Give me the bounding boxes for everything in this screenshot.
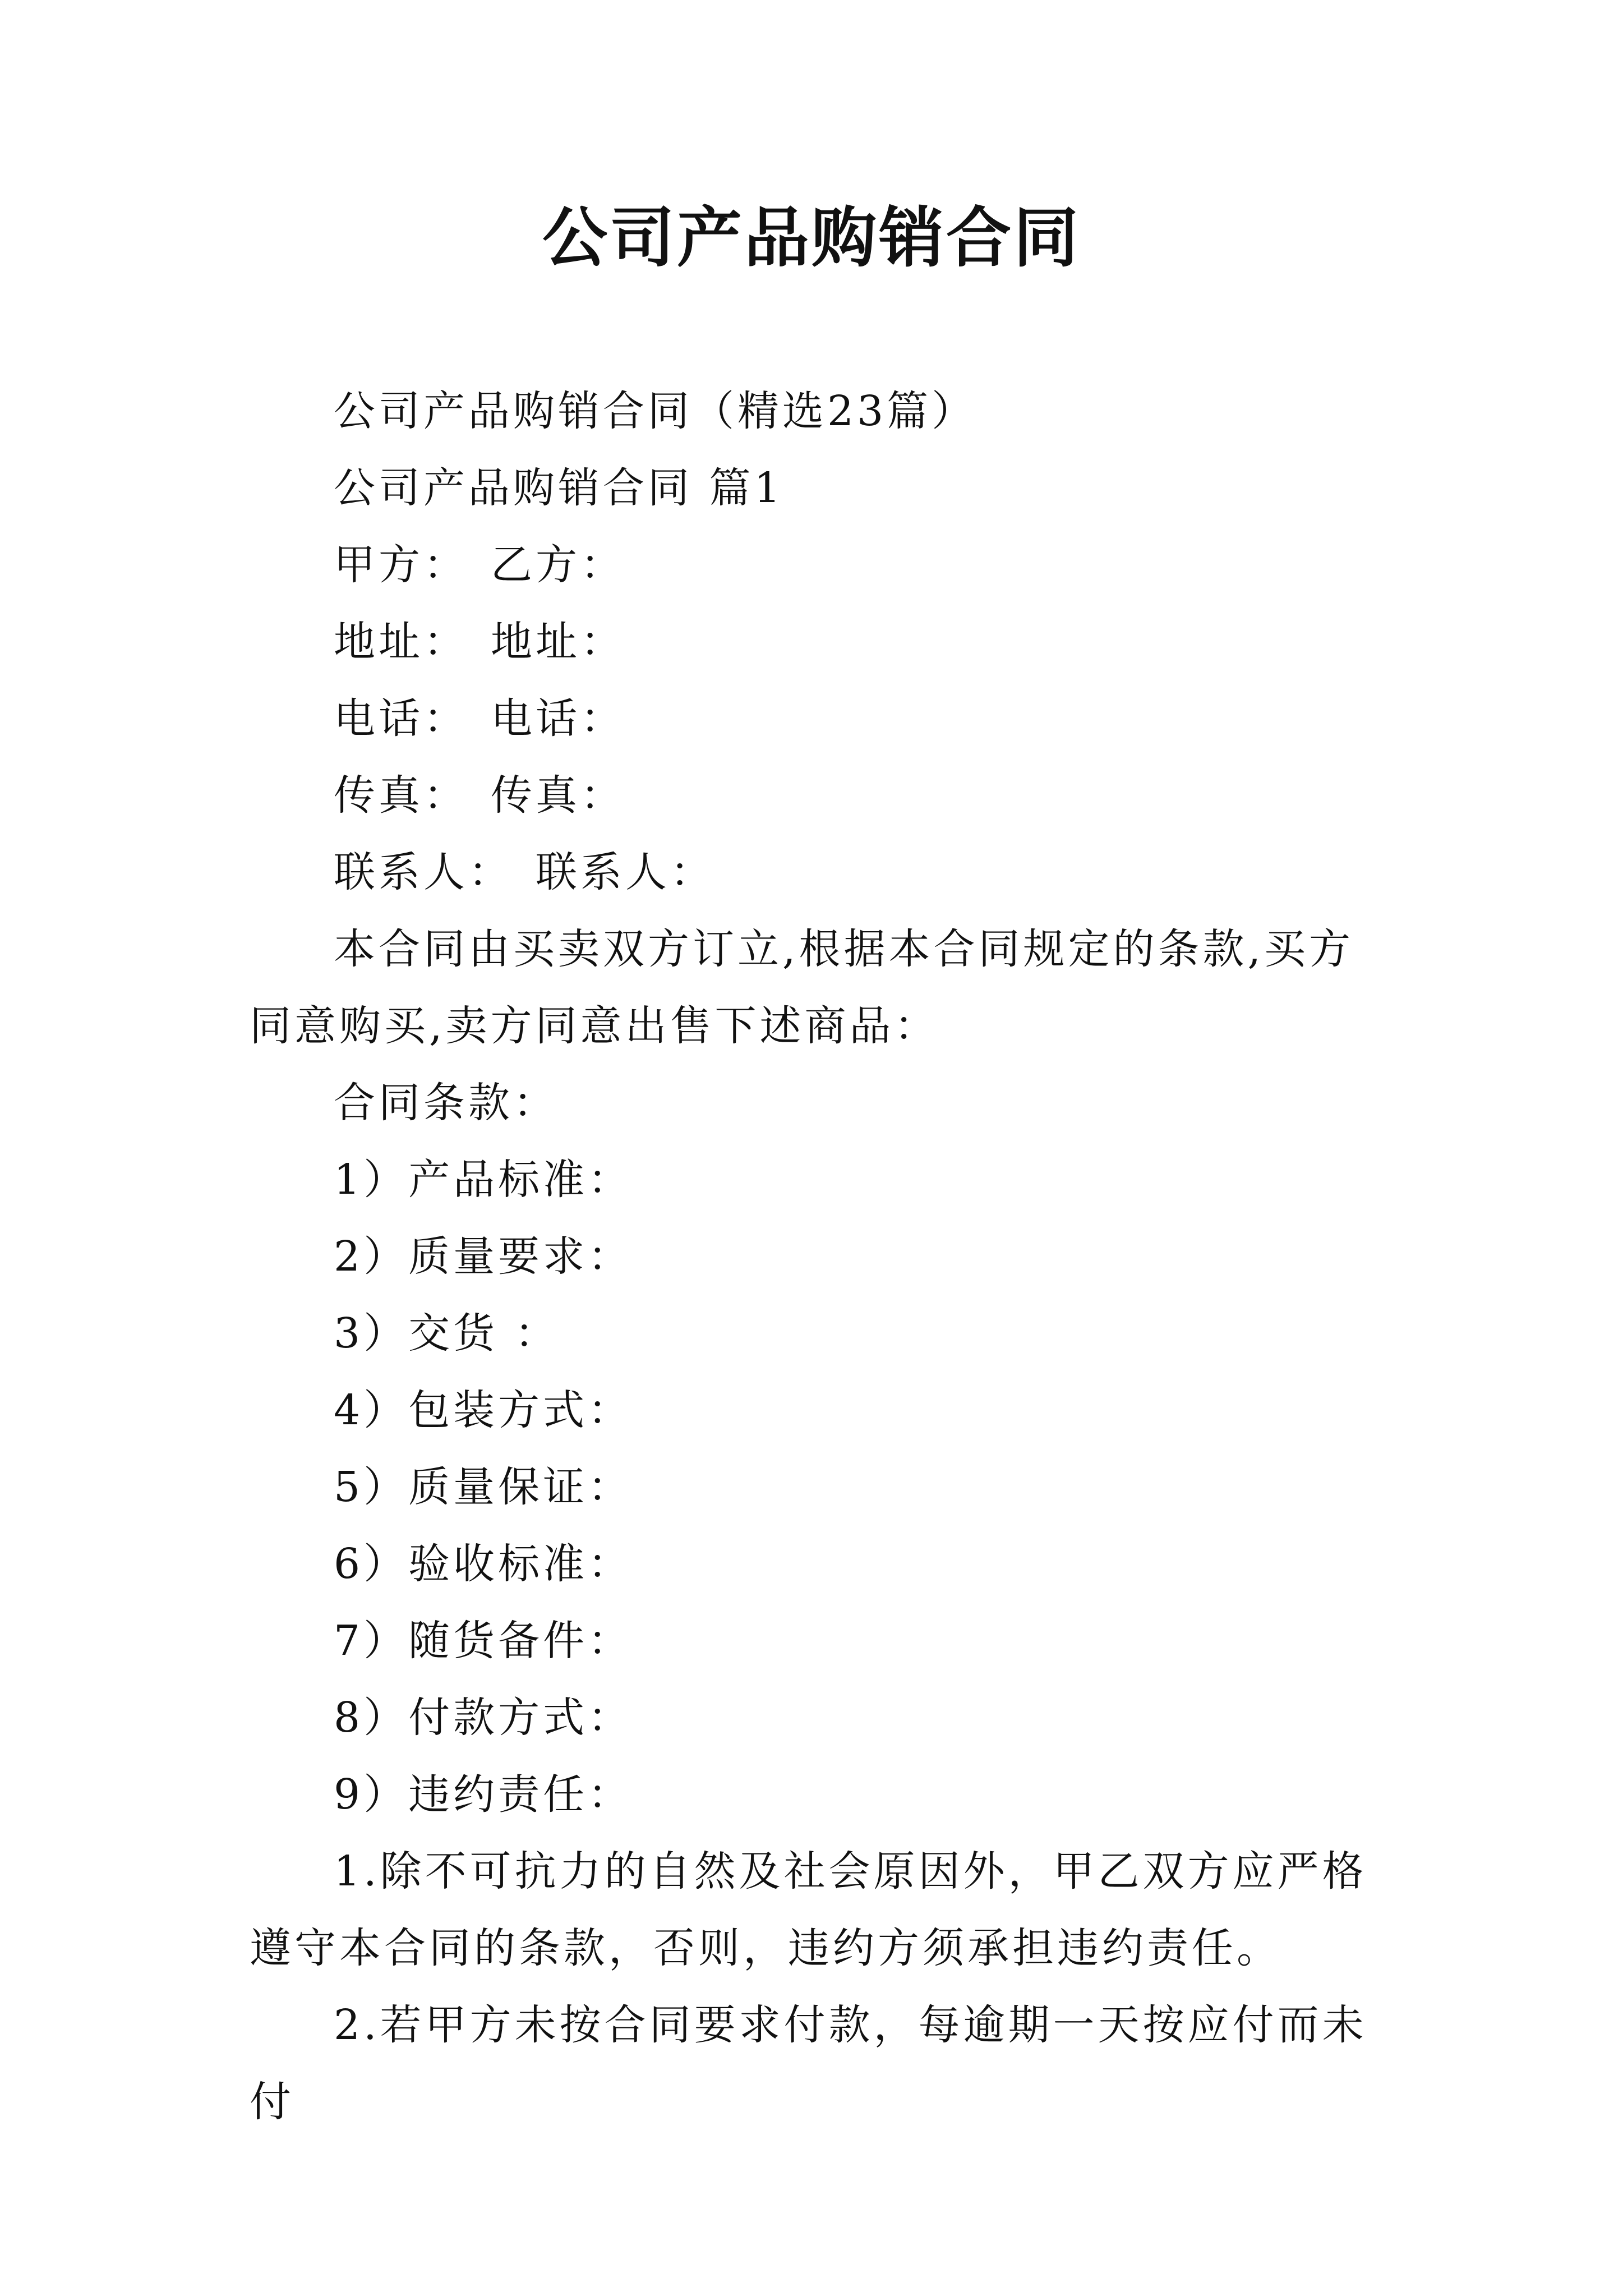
clause-item: 5）质量保证： [334, 1463, 633, 1511]
document-subtitle: 公司产品购销合同（精选23篇） [334, 387, 977, 435]
section-heading: 公司产品购销合同 篇1 [334, 464, 784, 512]
party-row [250, 680, 1388, 757]
clause-item: 7）随货备件： [334, 1617, 633, 1665]
party-row [250, 834, 1388, 911]
clause-item: 6）验收标准： [334, 1540, 633, 1588]
party-label-right: 乙方： [491, 541, 625, 589]
intro-paragraph: 本合同由买卖双方订立,根据本合同规定的条款,买方同意购买,卖方同意出售下述商品： [250, 925, 1354, 1050]
party-label-left: 传真： [334, 771, 468, 820]
party-row [250, 527, 1388, 604]
paragraph-1: 1.除不可抗力的自然及社会原因外，甲乙双方应严格遵守本合同的条款，否则，违约方须承担违约责任。 [250, 1847, 1367, 1972]
party-label-left: 甲方： [334, 541, 468, 589]
paragraph-2: 2.若甲方未按合同要求付款，每逾期一天按应付而未付 [250, 2001, 1367, 2126]
party-label-left: 电话： [334, 694, 468, 743]
party-row [250, 604, 1388, 680]
party-row [250, 757, 1388, 834]
party-label-right: 联系人： [536, 848, 715, 896]
clause-item: 9）违约责任： [334, 1770, 633, 1819]
clause-item: 3）交货 ： [334, 1309, 560, 1358]
clause-item: 2）质量要求： [334, 1232, 633, 1281]
party-label-left: 联系人： [334, 848, 513, 896]
clause-item: 4）包装方式： [334, 1386, 633, 1434]
party-label-right: 地址： [491, 618, 625, 666]
document-body [250, 373, 1388, 2141]
clauses-heading: 合同条款： [334, 1079, 558, 1127]
party-label-left: 地址： [334, 618, 468, 666]
party-label-right: 电话： [491, 694, 625, 743]
clause-item: 8）付款方式： [334, 1694, 633, 1742]
clause-item: 1）产品标准： [334, 1156, 633, 1204]
party-label-right: 传真： [491, 771, 625, 820]
document-title: 公司产品购销合同 [542, 200, 1081, 276]
